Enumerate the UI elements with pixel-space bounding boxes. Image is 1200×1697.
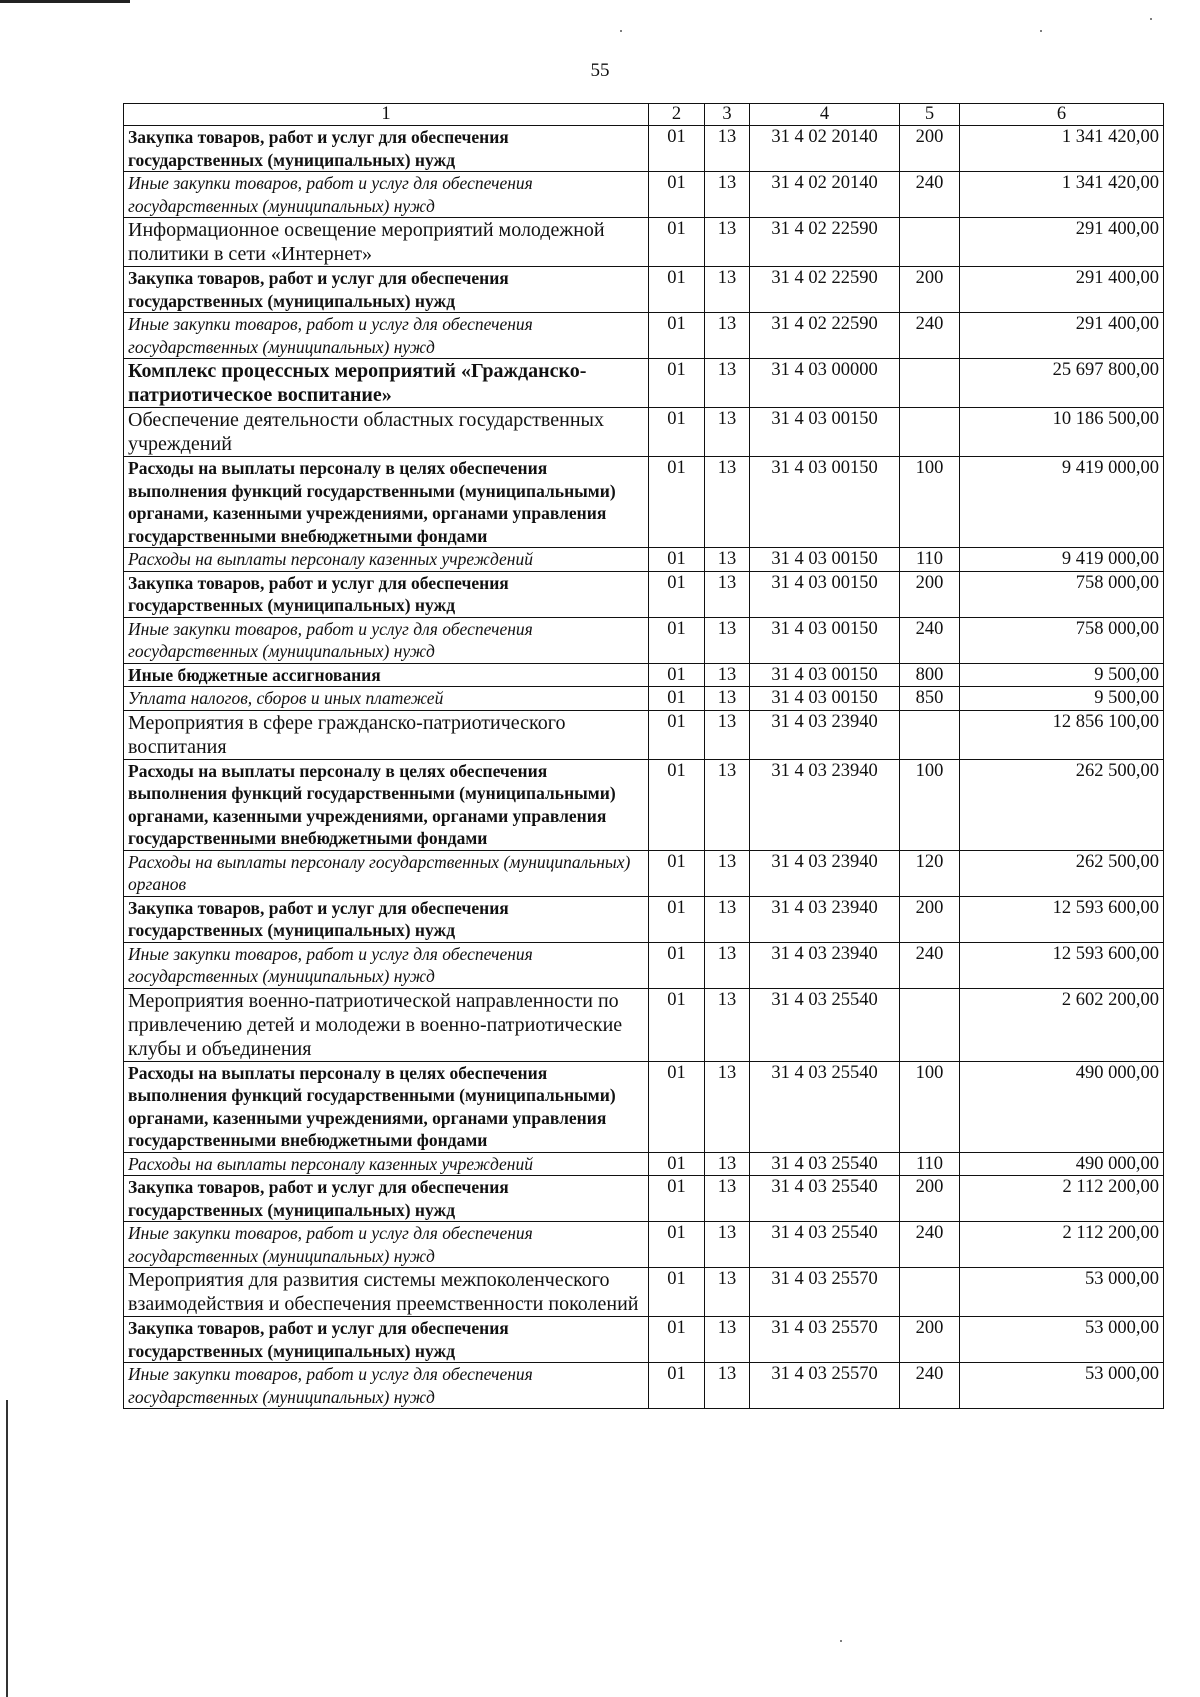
row-name: Закупка товаров, работ и услуг для обеспечения государственных (муниципальных) нужд xyxy=(124,1317,649,1363)
row-amount: 10 186 500,00 xyxy=(960,408,1164,457)
row-expense-type: 850 xyxy=(900,687,960,711)
scan-speck xyxy=(620,30,622,32)
row-amount: 12 593 600,00 xyxy=(960,896,1164,942)
row-expense-type: 200 xyxy=(900,126,960,172)
row-amount: 490 000,00 xyxy=(960,1061,1164,1152)
scan-speck xyxy=(840,1640,842,1642)
row-expense-type: 100 xyxy=(900,759,960,850)
scan-edge-left xyxy=(6,1400,8,1697)
row-expense-type: 800 xyxy=(900,663,960,687)
row-subsection-code: 13 xyxy=(705,1317,750,1363)
table-row xyxy=(124,687,1164,711)
row-target-article: 31 4 03 23940 xyxy=(750,942,900,988)
row-subsection-code: 13 xyxy=(705,663,750,687)
row-name: Обеспечение деятельности областных государственных учреждений xyxy=(124,408,649,457)
row-section-code: 01 xyxy=(649,617,705,663)
row-expense-type: 110 xyxy=(900,1152,960,1176)
row-expense-type: 240 xyxy=(900,942,960,988)
row-section-code: 01 xyxy=(649,1317,705,1363)
row-name: Мероприятия в сфере гражданско-патриотического воспитания xyxy=(124,710,649,759)
row-subsection-code: 13 xyxy=(705,457,750,548)
row-target-article: 31 4 02 22590 xyxy=(750,218,900,267)
row-target-article: 31 4 03 00150 xyxy=(750,548,900,572)
row-expense-type: 110 xyxy=(900,548,960,572)
row-expense-type xyxy=(900,988,960,1061)
row-amount: 9 500,00 xyxy=(960,687,1164,711)
header-col-2: 2 xyxy=(649,104,705,126)
row-target-article: 31 4 03 25540 xyxy=(750,1176,900,1222)
table-row xyxy=(124,1176,1164,1222)
row-section-code: 01 xyxy=(649,571,705,617)
table-row xyxy=(124,942,1164,988)
row-expense-type xyxy=(900,1268,960,1317)
row-target-article: 31 4 03 00150 xyxy=(750,571,900,617)
row-target-article: 31 4 02 20140 xyxy=(750,172,900,218)
row-amount: 9 419 000,00 xyxy=(960,457,1164,548)
row-expense-type: 240 xyxy=(900,617,960,663)
row-section-code: 01 xyxy=(649,1061,705,1152)
row-target-article: 31 4 03 25570 xyxy=(750,1363,900,1409)
row-subsection-code: 13 xyxy=(705,313,750,359)
row-expense-type xyxy=(900,710,960,759)
row-target-article: 31 4 03 25570 xyxy=(750,1317,900,1363)
row-target-article: 31 4 03 23940 xyxy=(750,896,900,942)
row-amount: 291 400,00 xyxy=(960,313,1164,359)
row-section-code: 01 xyxy=(649,759,705,850)
row-name: Иные закупки товаров, работ и услуг для обеспечения государственных (муниципальных) нужд xyxy=(124,313,649,359)
row-amount: 758 000,00 xyxy=(960,617,1164,663)
row-name: Закупка товаров, работ и услуг для обеспечения государственных (муниципальных) нужд xyxy=(124,571,649,617)
scan-speck xyxy=(1040,30,1042,32)
row-subsection-code: 13 xyxy=(705,942,750,988)
row-target-article: 31 4 03 23940 xyxy=(750,850,900,896)
row-section-code: 01 xyxy=(649,359,705,408)
row-expense-type: 100 xyxy=(900,457,960,548)
row-subsection-code: 13 xyxy=(705,126,750,172)
table-row xyxy=(124,1363,1164,1409)
header-col-6: 6 xyxy=(960,104,1164,126)
row-section-code: 01 xyxy=(649,1222,705,1268)
scan-speck xyxy=(1150,18,1152,20)
table-row xyxy=(124,571,1164,617)
table-row xyxy=(124,457,1164,548)
row-section-code: 01 xyxy=(649,408,705,457)
row-section-code: 01 xyxy=(649,942,705,988)
row-expense-type xyxy=(900,359,960,408)
row-expense-type: 240 xyxy=(900,1363,960,1409)
row-name: Иные бюджетные ассигнования xyxy=(124,663,649,687)
row-target-article: 31 4 03 00150 xyxy=(750,687,900,711)
row-subsection-code: 13 xyxy=(705,988,750,1061)
row-subsection-code: 13 xyxy=(705,896,750,942)
row-subsection-code: 13 xyxy=(705,548,750,572)
row-target-article: 31 4 02 22590 xyxy=(750,267,900,313)
row-target-article: 31 4 03 00150 xyxy=(750,617,900,663)
row-amount: 12 593 600,00 xyxy=(960,942,1164,988)
table-body xyxy=(124,126,1164,1409)
row-name: Иные закупки товаров, работ и услуг для обеспечения государственных (муниципальных) нужд xyxy=(124,942,649,988)
row-amount: 25 697 800,00 xyxy=(960,359,1164,408)
row-section-code: 01 xyxy=(649,457,705,548)
row-amount: 490 000,00 xyxy=(960,1152,1164,1176)
table-row xyxy=(124,126,1164,172)
row-subsection-code: 13 xyxy=(705,759,750,850)
row-name: Расходы на выплаты персоналу казенных учреждений xyxy=(124,1152,649,1176)
row-amount: 262 500,00 xyxy=(960,759,1164,850)
row-section-code: 01 xyxy=(649,988,705,1061)
row-subsection-code: 13 xyxy=(705,710,750,759)
row-section-code: 01 xyxy=(649,218,705,267)
row-name: Уплата налогов, сборов и иных платежей xyxy=(124,687,649,711)
row-expense-type xyxy=(900,218,960,267)
table-row xyxy=(124,988,1164,1061)
row-name: Мероприятия для развития системы межпоколенческого взаимодействия и обеспечения преемственности поколений xyxy=(124,1268,649,1317)
row-expense-type: 240 xyxy=(900,1222,960,1268)
row-subsection-code: 13 xyxy=(705,267,750,313)
row-name: Иные закупки товаров, работ и услуг для обеспечения государственных (муниципальных) нужд xyxy=(124,172,649,218)
row-section-code: 01 xyxy=(649,1363,705,1409)
row-section-code: 01 xyxy=(649,267,705,313)
row-name: Расходы на выплаты персоналу казенных учреждений xyxy=(124,548,649,572)
row-expense-type: 200 xyxy=(900,1317,960,1363)
row-section-code: 01 xyxy=(649,896,705,942)
row-section-code: 01 xyxy=(649,172,705,218)
row-name: Расходы на выплаты персоналу в целях обеспечения выполнения функций государственными (муниципальными) органами, казенными учреждениями, органами управления государственными внебюджетными фондами xyxy=(124,759,649,850)
header-col-4: 4 xyxy=(750,104,900,126)
row-name: Закупка товаров, работ и услуг для обеспечения государственных (муниципальных) нужд xyxy=(124,896,649,942)
row-target-article: 31 4 03 00000 xyxy=(750,359,900,408)
row-amount: 53 000,00 xyxy=(960,1317,1164,1363)
row-amount: 1 341 420,00 xyxy=(960,172,1164,218)
table-header-row xyxy=(124,104,1164,126)
table-row xyxy=(124,218,1164,267)
row-name: Иные закупки товаров, работ и услуг для обеспечения государственных (муниципальных) нужд xyxy=(124,617,649,663)
row-target-article: 31 4 03 25540 xyxy=(750,1222,900,1268)
row-section-code: 01 xyxy=(649,663,705,687)
row-section-code: 01 xyxy=(649,850,705,896)
table-row xyxy=(124,1222,1164,1268)
table-row xyxy=(124,850,1164,896)
row-section-code: 01 xyxy=(649,1268,705,1317)
row-target-article: 31 4 03 25540 xyxy=(750,1061,900,1152)
row-amount: 2 112 200,00 xyxy=(960,1176,1164,1222)
row-amount: 2 112 200,00 xyxy=(960,1222,1164,1268)
row-expense-type: 200 xyxy=(900,571,960,617)
row-subsection-code: 13 xyxy=(705,359,750,408)
row-section-code: 01 xyxy=(649,710,705,759)
table-row xyxy=(124,896,1164,942)
table-row xyxy=(124,710,1164,759)
row-subsection-code: 13 xyxy=(705,1222,750,1268)
row-target-article: 31 4 02 20140 xyxy=(750,126,900,172)
row-name: Закупка товаров, работ и услуг для обеспечения государственных (муниципальных) нужд xyxy=(124,1176,649,1222)
row-subsection-code: 13 xyxy=(705,617,750,663)
row-amount: 758 000,00 xyxy=(960,571,1164,617)
row-name: Мероприятия военно-патриотической направленности по привлечению детей и молодежи в военно-патриотические клубы и объединения xyxy=(124,988,649,1061)
row-expense-type: 240 xyxy=(900,172,960,218)
header-col-5: 5 xyxy=(900,104,960,126)
row-target-article: 31 4 03 00150 xyxy=(750,663,900,687)
table-row xyxy=(124,267,1164,313)
table-row xyxy=(124,548,1164,572)
row-expense-type: 200 xyxy=(900,896,960,942)
row-amount: 1 341 420,00 xyxy=(960,126,1164,172)
row-subsection-code: 13 xyxy=(705,1176,750,1222)
row-section-code: 01 xyxy=(649,687,705,711)
row-subsection-code: 13 xyxy=(705,571,750,617)
row-expense-type: 200 xyxy=(900,267,960,313)
row-target-article: 31 4 02 22590 xyxy=(750,313,900,359)
row-amount: 2 602 200,00 xyxy=(960,988,1164,1061)
row-section-code: 01 xyxy=(649,313,705,359)
table-row xyxy=(124,408,1164,457)
row-expense-type: 200 xyxy=(900,1176,960,1222)
row-subsection-code: 13 xyxy=(705,850,750,896)
row-section-code: 01 xyxy=(649,1152,705,1176)
header-col-3: 3 xyxy=(705,104,750,126)
row-section-code: 01 xyxy=(649,1176,705,1222)
page-number: 55 xyxy=(590,60,610,81)
row-target-article: 31 4 03 25540 xyxy=(750,1152,900,1176)
row-name: Иные закупки товаров, работ и услуг для обеспечения государственных (муниципальных) нужд xyxy=(124,1222,649,1268)
row-target-article: 31 4 03 25540 xyxy=(750,988,900,1061)
table-row xyxy=(124,1061,1164,1152)
row-expense-type: 240 xyxy=(900,313,960,359)
row-amount: 291 400,00 xyxy=(960,267,1164,313)
row-amount: 53 000,00 xyxy=(960,1363,1164,1409)
row-subsection-code: 13 xyxy=(705,1061,750,1152)
table-row xyxy=(124,617,1164,663)
row-section-code: 01 xyxy=(649,548,705,572)
row-amount: 9 419 000,00 xyxy=(960,548,1164,572)
row-expense-type: 120 xyxy=(900,850,960,896)
row-name: Расходы на выплаты персоналу государственных (муниципальных) органов xyxy=(124,850,649,896)
header-col-1: 1 xyxy=(124,104,649,126)
row-name: Закупка товаров, работ и услуг для обеспечения государственных (муниципальных) нужд xyxy=(124,126,649,172)
row-amount: 12 856 100,00 xyxy=(960,710,1164,759)
row-name: Информационное освещение мероприятий молодежной политики в сети «Интернет» xyxy=(124,218,649,267)
table-row xyxy=(124,1152,1164,1176)
table-row xyxy=(124,1317,1164,1363)
table-row xyxy=(124,663,1164,687)
scan-edge-top xyxy=(0,0,130,3)
row-expense-type: 100 xyxy=(900,1061,960,1152)
table-row xyxy=(124,359,1164,408)
row-amount: 9 500,00 xyxy=(960,663,1164,687)
budget-table xyxy=(123,103,1164,1409)
row-subsection-code: 13 xyxy=(705,687,750,711)
row-subsection-code: 13 xyxy=(705,408,750,457)
row-amount: 262 500,00 xyxy=(960,850,1164,896)
row-subsection-code: 13 xyxy=(705,1363,750,1409)
row-subsection-code: 13 xyxy=(705,1268,750,1317)
row-subsection-code: 13 xyxy=(705,1152,750,1176)
row-name: Расходы на выплаты персоналу в целях обеспечения выполнения функций государственными (муниципальными) органами, казенными учреждениями, органами управления государственными внебюджетными фондами xyxy=(124,457,649,548)
row-expense-type xyxy=(900,408,960,457)
row-target-article: 31 4 03 23940 xyxy=(750,710,900,759)
row-name: Расходы на выплаты персоналу в целях обеспечения выполнения функций государственными (муниципальными) органами, казенными учреждениями, органами управления государственными внебюджетными фондами xyxy=(124,1061,649,1152)
row-name: Комплекс процессных мероприятий «Гражданско-патриотическое воспитание» xyxy=(124,359,649,408)
row-section-code: 01 xyxy=(649,126,705,172)
table-row xyxy=(124,759,1164,850)
row-subsection-code: 13 xyxy=(705,172,750,218)
row-target-article: 31 4 03 25570 xyxy=(750,1268,900,1317)
table-row xyxy=(124,313,1164,359)
table-row xyxy=(124,172,1164,218)
row-name: Закупка товаров, работ и услуг для обеспечения государственных (муниципальных) нужд xyxy=(124,267,649,313)
row-target-article: 31 4 03 00150 xyxy=(750,408,900,457)
row-amount: 291 400,00 xyxy=(960,218,1164,267)
row-amount: 53 000,00 xyxy=(960,1268,1164,1317)
row-target-article: 31 4 03 23940 xyxy=(750,759,900,850)
table-row xyxy=(124,1268,1164,1317)
row-name: Иные закупки товаров, работ и услуг для обеспечения государственных (муниципальных) нужд xyxy=(124,1363,649,1409)
row-target-article: 31 4 03 00150 xyxy=(750,457,900,548)
row-subsection-code: 13 xyxy=(705,218,750,267)
